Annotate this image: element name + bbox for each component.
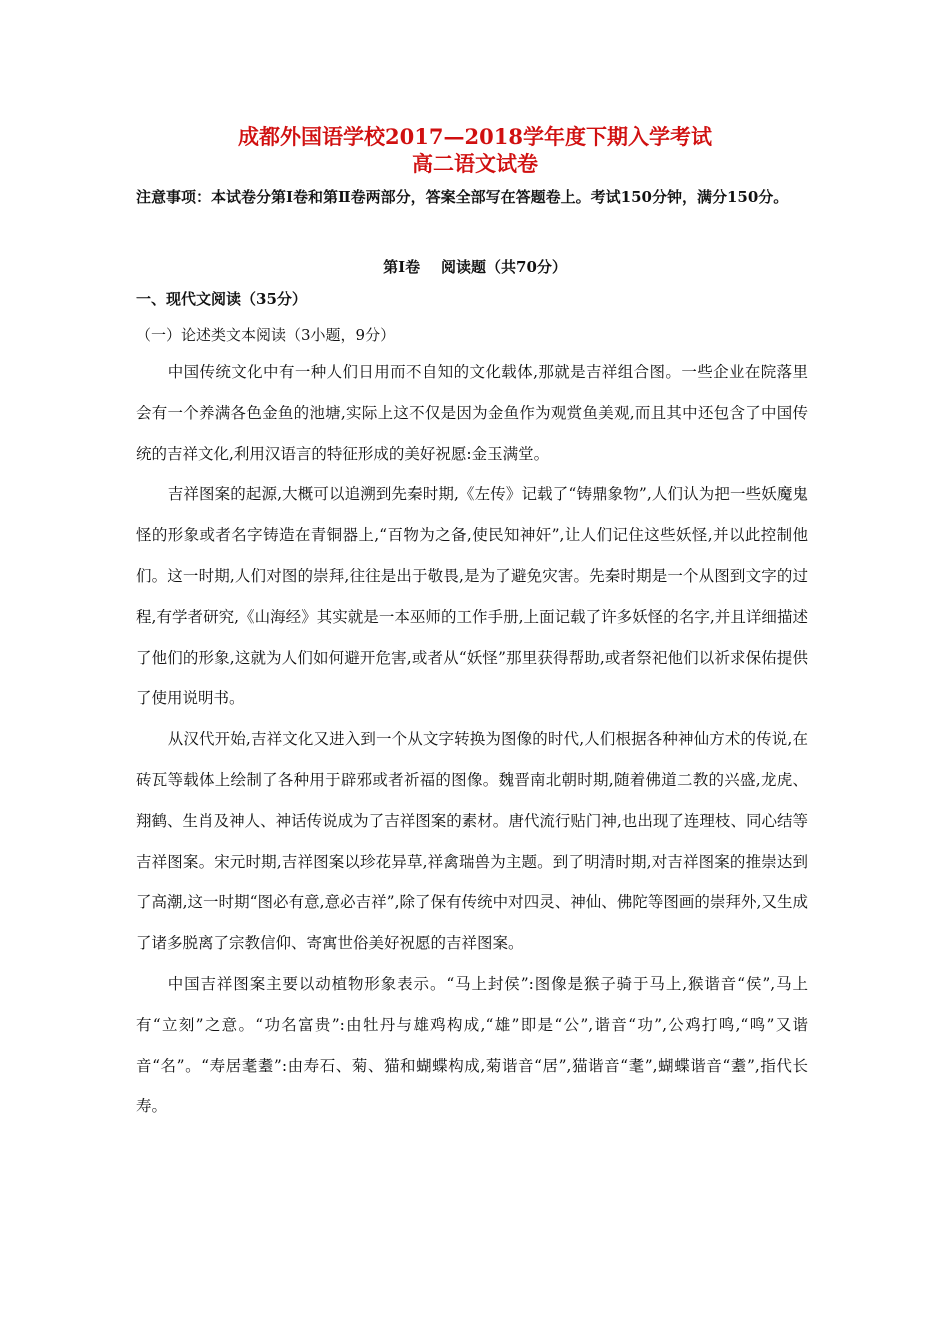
paragraph: 吉祥图案的起源,大概可以追溯到先秦时期,《左传》记载了“铸鼎象物”,人们认为把一些妖魔鬼怪的形象或者名字铸造在青铜器上,“百物为之备,使民知神奸”,让人们记住这些妖怪,并以此控制他们。这一时期,人们对图的崇拜,往往是出于敬畏,是为了避免灾害。先秦时期是一个从图到文字的过程,有学者研究,《山海经》其实就是一本巫师的工作手册,上面记载了许多妖怪的名字,并且详细描述了他们的形象,这就为人们如何避开危害,或者从“妖怪”那里获得帮助,或者祭祀他们以祈求保佑提供了使用说明书。 bbox=[136, 485, 808, 708]
exam-subtitle: 高二语文试卷 bbox=[412, 151, 538, 176]
exam-title: 成都外国语学校2017—2018学年度下期入学考试 bbox=[238, 124, 712, 149]
paragraph: 中国传统文化中有一种人们日用而不自知的文化载体,那就是吉祥组合图。一些企业在院落里会有一个养满各色金鱼的池塘,实际上这不仅是因为金鱼作为观赏鱼美观,而且其中还包含了中国传统的吉祥文化,利用汉语言的特征形成的美好祝愿:金玉满堂。 bbox=[136, 363, 808, 463]
part-heading: 一、现代文阅读（35分） bbox=[136, 290, 307, 308]
section-title: 第Ⅰ卷 阅读题（共70分） bbox=[383, 258, 567, 276]
paragraph: 中国吉祥图案主要以动植物形象表示。“马上封侯”:图像是猴子骑于马上,猴谐音“侯”,马上有“立刻”之意。“功名富贵”:由牡丹与雄鸡构成,“雄”即是“公”,谐音“功”,公鸡打鸣,“鸣”又谐音“名”。“寿居耄耋”:由寿石、菊、猫和蝴蝶构成,菊谐音“居”,猫谐音“耄”,蝴蝶谐音“耋”,指代长寿。 bbox=[136, 974, 808, 1116]
reading-passage bbox=[136, 352, 808, 1127]
exam-notice: 注意事项：本试卷分第Ⅰ卷和第Ⅱ卷两部分，答案全部写在答题卷上。考试150分钟，满分150分。 bbox=[136, 188, 789, 206]
paragraph: 从汉代开始,吉祥文化又进入到一个从文字转换为图像的时代,人们根据各种神仙方术的传说,在砖瓦等载体上绘制了各种用于辟邪或者祈福的图像。魏晋南北朝时期,随着佛道二教的兴盛,龙虎、翔鹤、生肖及神人、神话传说成为了吉祥图案的素材。唐代流行贴门神,也出现了连理枝、同心结等吉祥图案。宋元时期,吉祥图案以珍花异草,祥禽瑞兽为主题。到了明清时期,对吉祥图案的推崇达到了高潮,这一时期“图必有意,意必吉祥”,除了保有传统中对四灵、神仙、佛陀等图画的崇拜外,又生成了诸多脱离了宗教信仰、寄寓世俗美好祝愿的吉祥图案。 bbox=[136, 730, 808, 953]
sub-heading: （一）论述类文本阅读（3小题，9分） bbox=[136, 326, 396, 344]
